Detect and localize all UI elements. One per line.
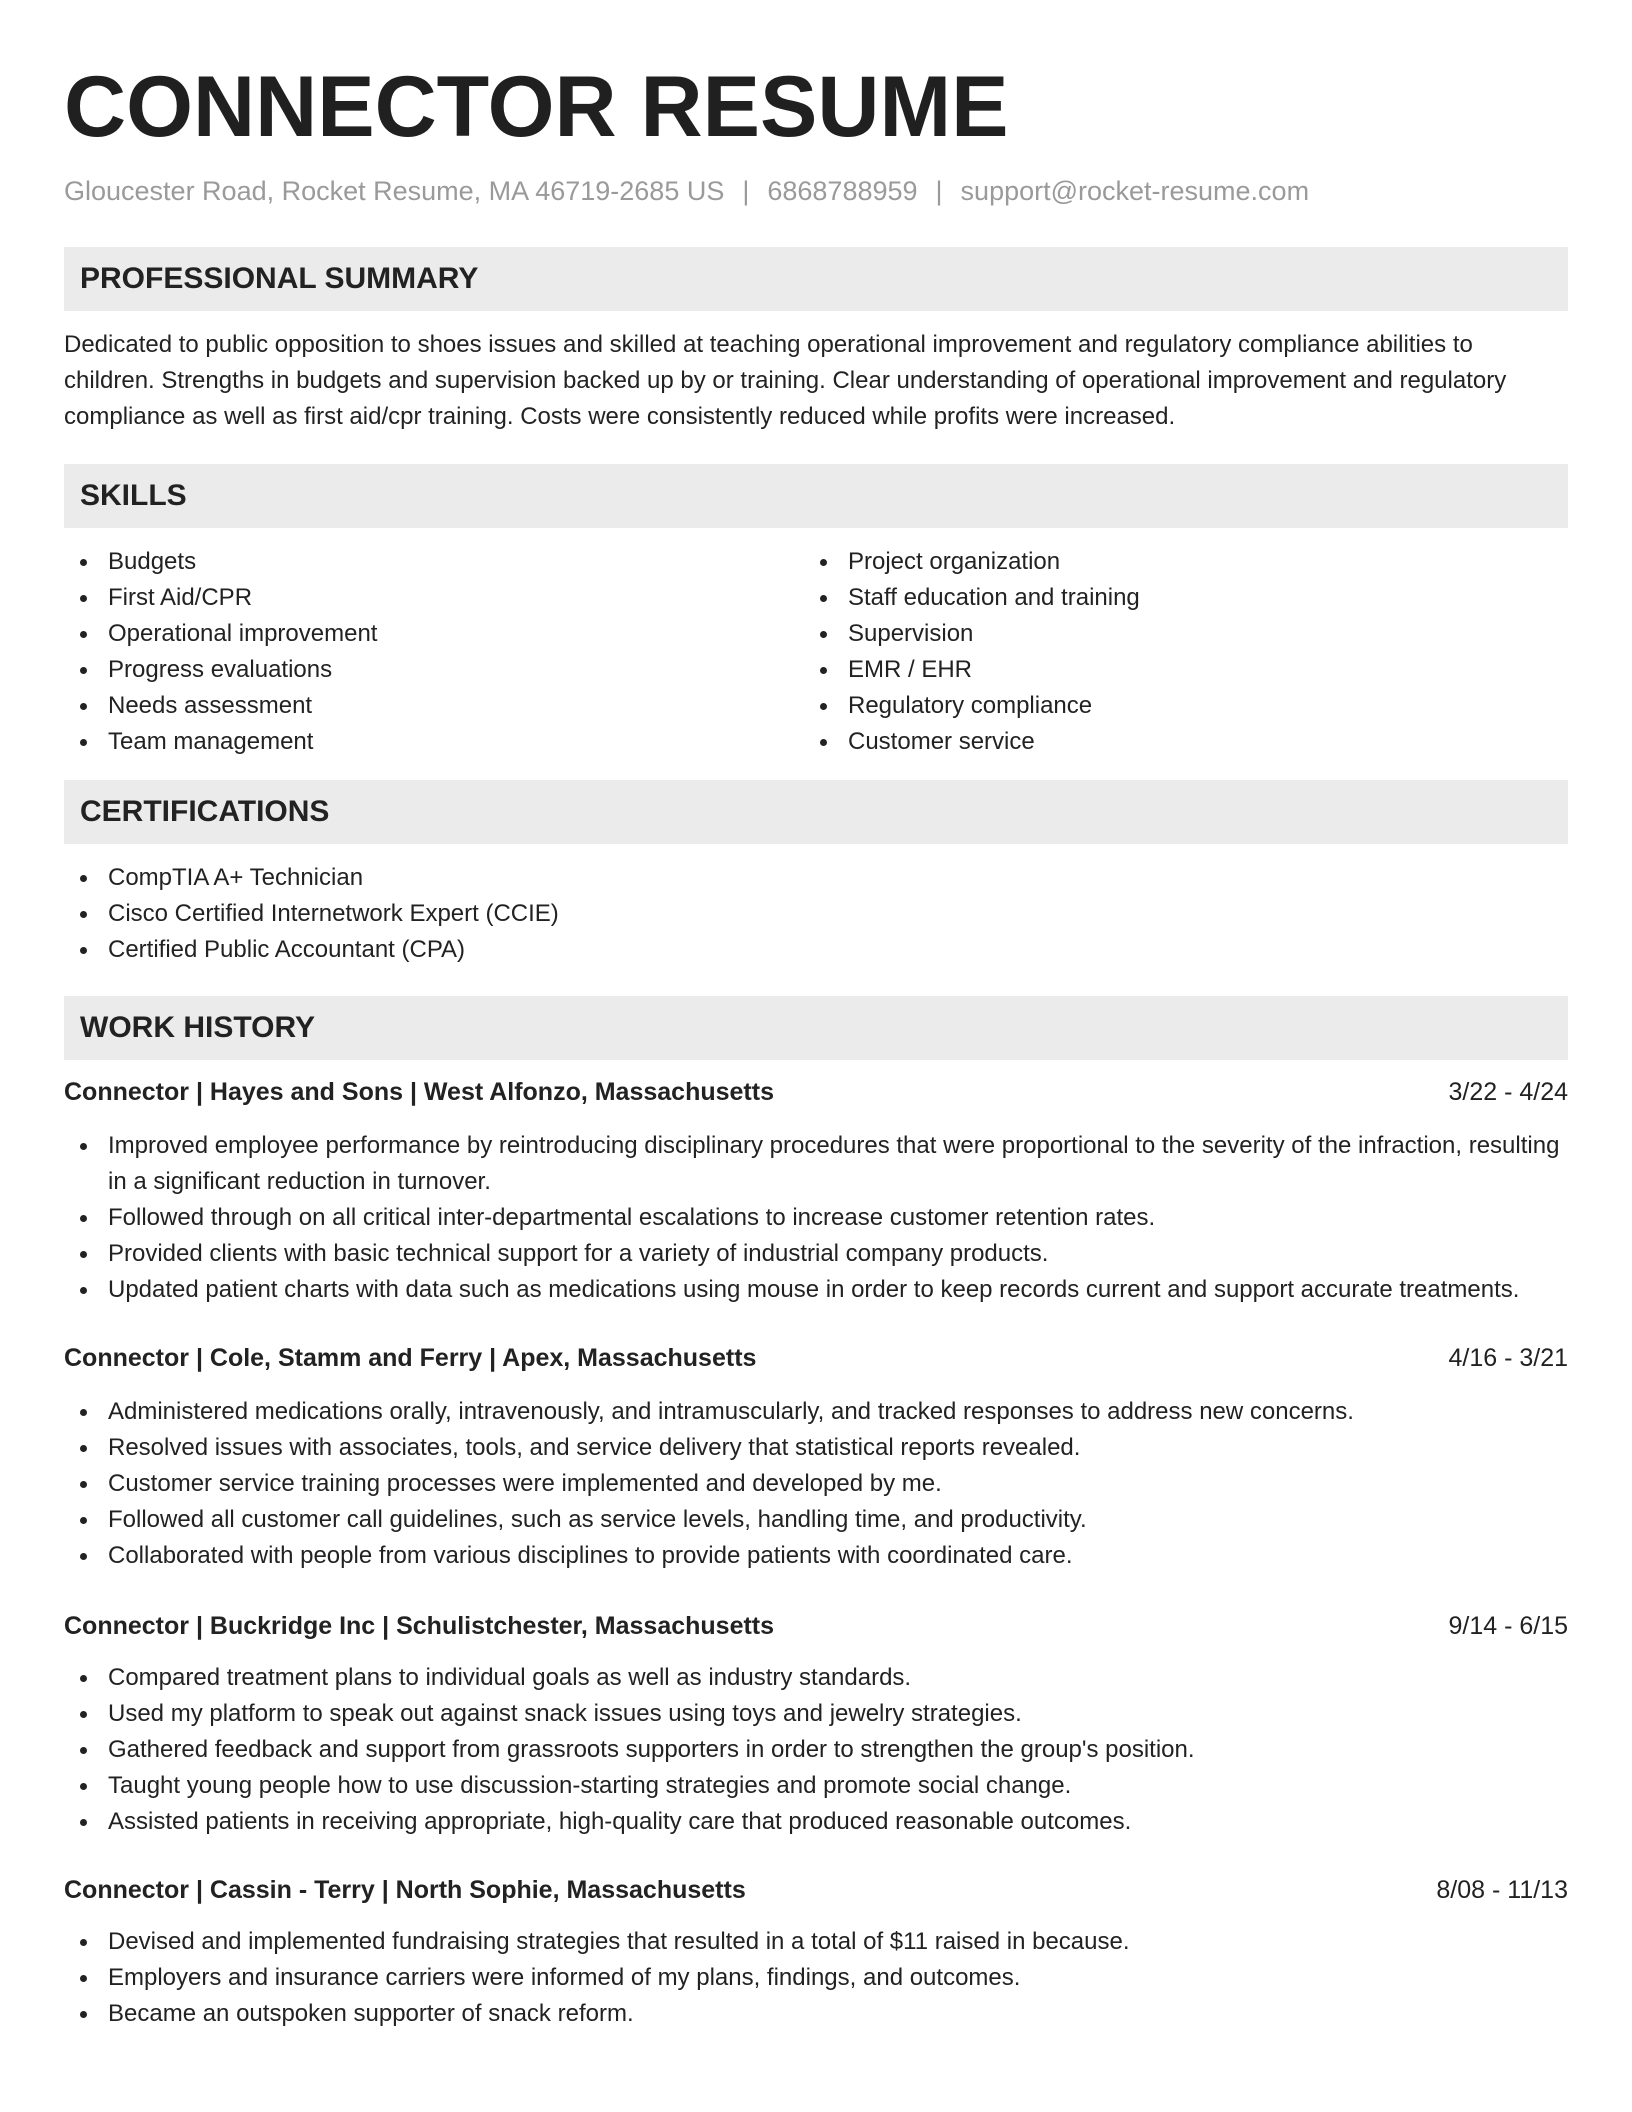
job-title: Connector | Cassin - Terry | North Sophie, Massachusetts [64,1876,746,1904]
job-duty: Followed through on all critical inter-departmental escalations to increase customer retention rates. [64,1200,1568,1236]
job-duty: Gathered feedback and support from grassroots supporters in order to strengthen the group's position. [64,1732,1568,1768]
job-duty: Followed all customer call guidelines, such as service levels, handling time, and productivity. [64,1502,1568,1538]
certification-item: Certified Public Accountant (CPA) [64,932,1568,968]
skill-item: Budgets [64,544,804,580]
skills-list-left [64,544,804,760]
job-duty: Customer service training processes were implemented and developed by me. [64,1466,1568,1502]
section-header-work-history: WORK HISTORY [64,996,1568,1060]
skill-item: First Aid/CPR [64,580,804,616]
skills-grid [64,544,1568,760]
contact-phone: 6868788959 [767,176,918,206]
certifications-list [64,860,1568,968]
job-duties-list [64,1924,1568,2032]
contact-address: Gloucester Road, Rocket Resume, MA 46719-2685 US [64,176,725,206]
skill-item: Customer service [804,724,1544,760]
job-duty: Provided clients with basic technical support for a variety of industrial company products. [64,1236,1568,1272]
skill-item: Operational improvement [64,616,804,652]
job-duty: Employers and insurance carriers were informed of my plans, findings, and outcomes. [64,1960,1568,1996]
contact-separator: | [935,176,943,206]
skill-item: Team management [64,724,804,760]
job-dates: 9/14 - 6/15 [1448,1612,1568,1640]
section-header-certifications: CERTIFICATIONS [64,780,1568,844]
job-entry [64,1608,1568,1840]
job-duties-list [64,1128,1568,1308]
skill-item: Staff education and training [804,580,1544,616]
resume-name: CONNECTOR RESUME [64,59,1009,155]
job-dates: 8/08 - 11/13 [1436,1876,1568,1904]
job-title: Connector | Buckridge Inc | Schulistchester, Massachusetts [64,1612,775,1640]
job-duty: Assisted patients in receiving appropriate, high-quality care that produced reasonable outcomes. [64,1804,1568,1840]
job-entry [64,1872,1568,2032]
contact-email: support@rocket-resume.com [960,176,1310,206]
certification-item: CompTIA A+ Technician [64,860,1568,896]
job-duty: Administered medications orally, intravenously, and intramuscularly, and tracked responses to address new concerns. [64,1394,1568,1430]
job-dates: 4/16 - 3/21 [1448,1344,1568,1372]
job-duty: Became an outspoken supporter of snack reform. [64,1996,1568,2032]
job-title: Connector | Cole, Stamm and Ferry | Apex, Massachusetts [64,1344,757,1372]
job-entry [64,1074,1568,1308]
skill-item: Needs assessment [64,688,804,724]
skill-item: Regulatory compliance [804,688,1544,724]
job-duty: Devised and implemented fundraising strategies that resulted in a total of $11 raised in because. [64,1924,1568,1960]
job-duty: Compared treatment plans to individual goals as well as industry standards. [64,1660,1568,1696]
job-duty: Collaborated with people from various disciplines to provide patients with coordinated care. [64,1538,1568,1574]
job-duty: Updated patient charts with data such as medications using mouse in order to keep records current and support accurate treatments. [64,1272,1568,1308]
job-duties-list [64,1660,1568,1840]
job-duty: Used my platform to speak out against snack issues using toys and jewelry strategies. [64,1696,1568,1732]
job-dates: 3/22 - 4/24 [1448,1078,1568,1106]
skill-item: EMR / EHR [804,652,1544,688]
job-header [64,1872,1568,1908]
job-duty: Improved employee performance by reintroducing disciplinary procedures that were proportional to the severity of the infraction, resulting in a significant reduction in turnover. [64,1128,1568,1200]
job-title: Connector | Hayes and Sons | West Alfonzo, Massachusetts [64,1078,774,1106]
job-header [64,1340,1568,1376]
contact-separator: | [742,176,750,206]
skills-list-right [804,544,1544,760]
skill-item: Project organization [804,544,1544,580]
summary-text: Dedicated to public opposition to shoes issues and skilled at teaching operational improvement and regulatory compliance abilities to children. Strengths in budgets and supervision backed up by or training. Clear understanding of operational improvement and regulatory compliance as well as first aid/cpr training. Costs were consistently reduced while profits were increased. [64,331,1507,430]
skill-item: Progress evaluations [64,652,804,688]
section-header-summary: PROFESSIONAL SUMMARY [64,247,1568,311]
job-duties-list [64,1394,1568,1574]
skill-item: Supervision [804,616,1544,652]
job-duty: Resolved issues with associates, tools, and service delivery that statistical reports revealed. [64,1430,1568,1466]
job-entry [64,1340,1568,1574]
job-header [64,1608,1568,1644]
job-header [64,1074,1568,1110]
job-duty: Taught young people how to use discussion-starting strategies and promote social change. [64,1768,1568,1804]
contact-line [64,176,1568,207]
section-header-skills: SKILLS [64,464,1568,528]
certification-item: Cisco Certified Internetwork Expert (CCIE) [64,896,1568,932]
